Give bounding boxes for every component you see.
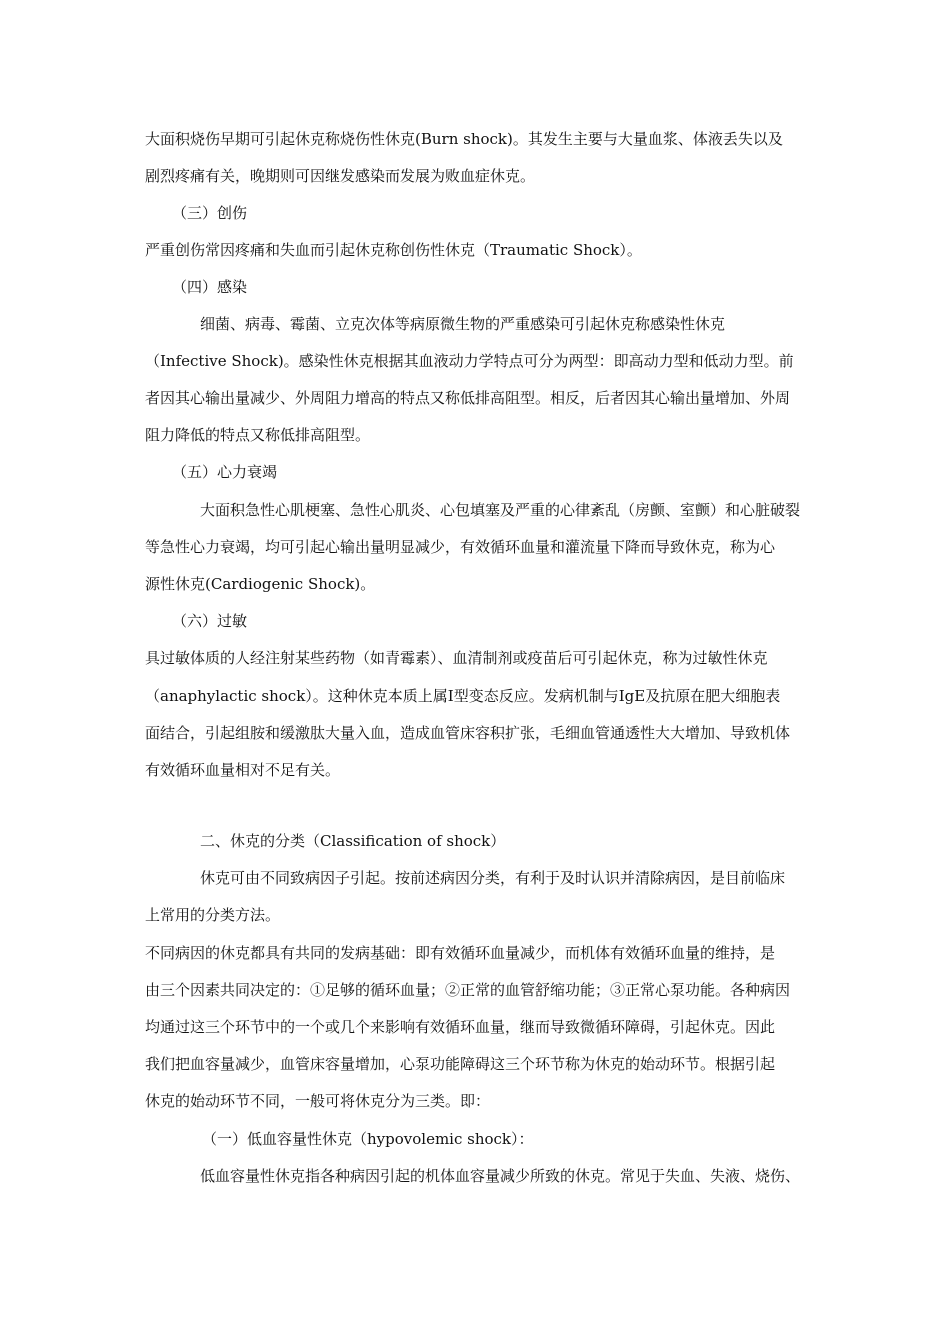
section-heading: （六）过敏 [172, 612, 248, 630]
paragraph-line: 休克可由不同致病因子引起。按前述病因分类，有利于及时认识并清除病因，是目前临床 [200, 869, 786, 887]
paragraph-line: 剧烈疼痛有关，晚期则可因继发感染而发展为败血症休克。 [145, 167, 536, 185]
paragraph-line: 细菌、病毒、霉菌、立克次体等病原微生物的严重感染可引起休克称感染性休克 [200, 315, 726, 333]
paragraph-line: 低血容量性休克指各种病因引起的机体血容量减少所致的休克。常见于失血、失液、烧伤、 [200, 1167, 801, 1185]
paragraph-line: 由三个因素共同决定的：①足够的循环血量；②正常的血管舒缩功能；③正常心泵功能。各种病因 [145, 981, 791, 999]
section-heading: （五）心力衰竭 [172, 463, 278, 481]
section-heading: （三）创伤 [172, 204, 248, 222]
paragraph-line: 面结合，引起组胺和缓激肽大量入血，造成血管床容积扩张，毛细血管通透性大大增加、导致机体 [145, 724, 791, 742]
paragraph-line: 等急性心力衰竭，均可引起心输出量明显减少，有效循环血量和灌流量下降而导致休克，称为心 [145, 538, 776, 556]
paragraph-line: 严重创伤常因疼痛和失血而引起休克称创伤性休克（Traumatic Shock）。 [145, 241, 642, 259]
paragraph-line: 阻力降低的特点又称低排高阻型。 [145, 426, 371, 444]
paragraph-line: 具过敏体质的人经注射某些药物（如青霉素）、血清制剂或疫苗后可引起休克，称为过敏性休克 [145, 649, 768, 667]
paragraph-line: 不同病因的休克都具有共同的发病基础：即有效循环血量减少，而机体有效循环血量的维持，是 [145, 944, 776, 962]
paragraph-line: 者因其心输出量减少、外周阻力增高的特点又称低排高阻型。相反，后者因其心输出量增加、外周 [145, 389, 791, 407]
paragraph-line: 休克的始动环节不同，一般可将休克分为三类。即： [145, 1092, 491, 1110]
chapter-heading: 二、休克的分类（Classification of shock） [200, 832, 506, 850]
paragraph-line: 均通过这三个环节中的一个或几个来影响有效循环血量，继而导致微循环障碍，引起休克。因此 [145, 1018, 776, 1036]
paragraph-line: 有效循环血量相对不足有关。 [145, 761, 341, 779]
paragraph-line: 我们把血容量减少，血管床容量增加，心泵功能障碍这三个环节称为休克的始动环节。根据引起 [145, 1055, 776, 1073]
paragraph-line: 大面积烧伤早期可引起休克称烧伤性休克(Burn shock)。其发生主要与大量血浆、体液丢失以及 [145, 130, 783, 148]
paragraph-line: 源性休克(Cardiogenic Shock)。 [145, 575, 376, 593]
section-heading: （四）感染 [172, 278, 248, 296]
paragraph-line: 大面积急性心肌梗塞、急性心肌炎、心包填塞及严重的心律紊乱（房颤、室颤）和心脏破裂 [200, 501, 801, 519]
paragraph-line: （anaphylactic shock）。这种休克本质上属Ⅰ型变态反应。发病机制与IgE及抗原在肥大细胞表 [145, 687, 781, 705]
paragraph-line: （Infective Shock)。感染性休克根据其血液动力学特点可分为两型：即高动力型和低动力型。前 [145, 352, 794, 370]
paragraph-line: 上常用的分类方法。 [145, 906, 281, 924]
section-heading: （一）低血容量性休克（hypovolemic shock）： [202, 1130, 534, 1148]
